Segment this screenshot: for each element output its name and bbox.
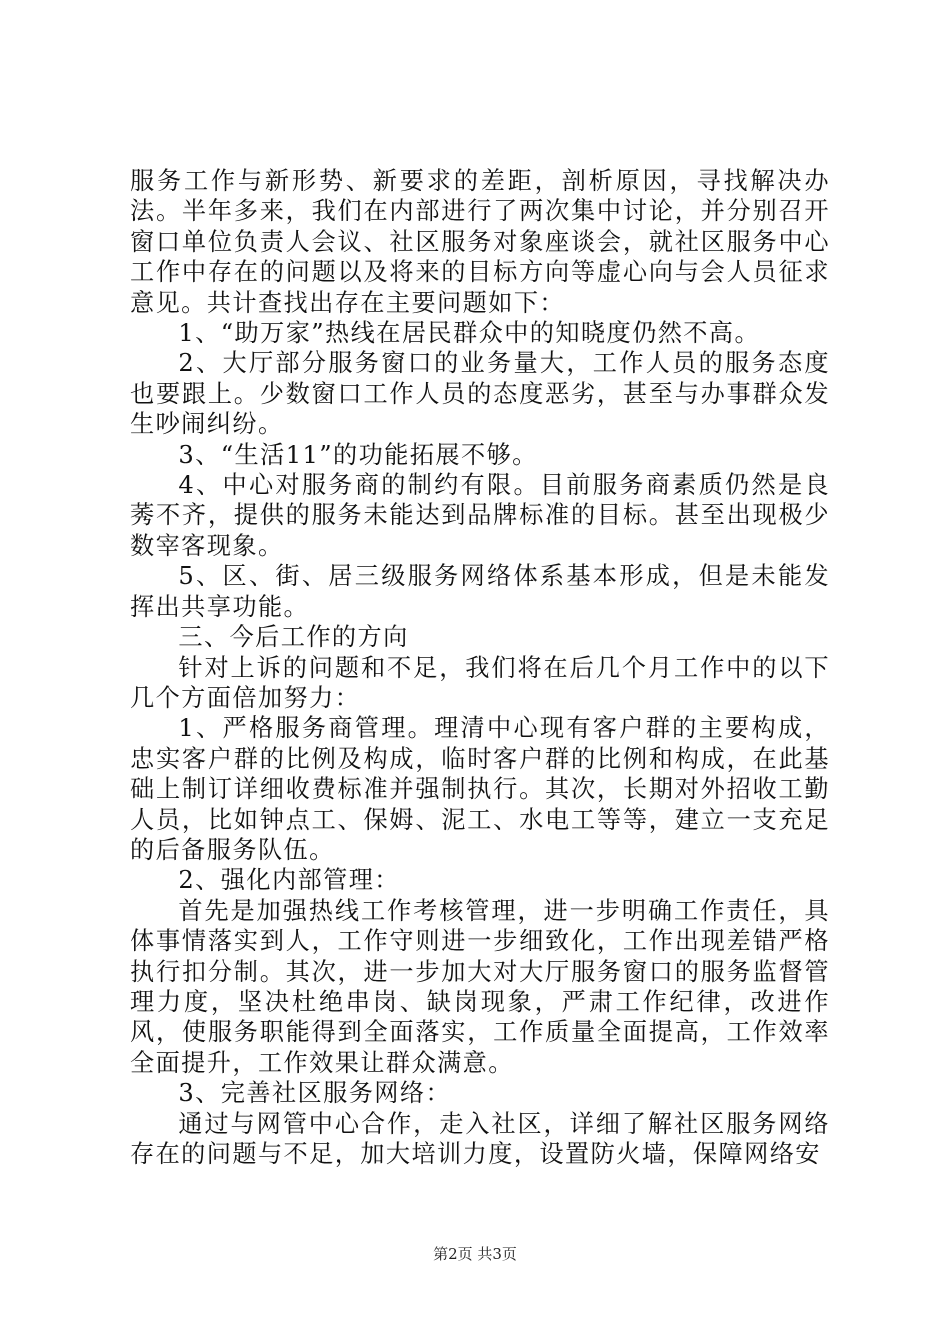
page-footer [0,1244,950,1264]
paragraph-issue-4: 4、中心对服务商的制约有限。目前服务商素质仍然是良莠不齐，提供的服务未能达到品牌标准的目标。甚至出现极少数宰客现象。 [130,471,830,560]
subheading-service-network: 3、完善社区服务网络： [178,1079,452,1108]
document-body [130,166,830,1169]
paragraph-continuation: 服务工作与新形势、新要求的差距，剖析原因，寻找解决办法。半年多来，我们在内部进行了两次集中讨论，并分别召开窗口单位负责人会议、社区服务对象座谈会，就社区服务中心工作中存在的问题以及将来的目标方向等虚心向与会人员征求意见。共计查找出存在主要问题如下： [130,167,830,317]
paragraph-issue-5: 5、区、街、居三级服务网络体系基本形成，但是未能发挥出共享功能。 [130,562,830,621]
paragraph-intro-efforts: 针对上诉的问题和不足，我们将在后几个月工作中的以下几个方面倍加努力： [130,653,830,712]
paragraph-issue-3: 3、“生活11”的功能拓展不够。 [178,440,538,469]
paragraph-issue-1: 1、“助万家”热线在居民群众中的知晓度仍然不高。 [178,319,761,348]
section-heading-future-direction: 三、今后工作的方向 [178,623,409,652]
paragraph-effort-1: 1、严格服务商管理。理清中心现有客户群的主要构成，忠实客户群的比例及构成，临时客户群的比例和构成，在此基础上制订详细收费标准并强制执行。其次，长期对外招收工勤人员，比如钟点工、保姆、泥工、水电工等等，建立一支充足的后备服务队伍。 [130,714,830,864]
paragraph-issue-2: 2、大厅部分服务窗口的业务量大，工作人员的服务态度也要跟上。少数窗口工作人员的态度恶劣，甚至与办事群众发生吵闹纠纷。 [130,349,830,439]
paragraph-internal-management: 首先是加强热线工作考核管理，进一步明确工作责任，具体事情落实到人，工作守则进一步细致化，工作出现差错严格执行扣分制。其次，进一步加大对大厅服务窗口的服务监督管理力度，坚决杜绝串岗、缺岗现象，严肃工作纪律，改进作风，使服务职能得到全面落实，工作质量全面提高，工作效率全面提升，工作效果让群众满意。 [130,896,830,1077]
paragraph-service-network: 通过与网管中心合作，走入社区，详细了解社区服务网络存在的问题与不足，加大培训力度，设置防火墙，保障网络安 [130,1109,830,1168]
page-number-label: 第2页 共3页 [433,1245,517,1263]
subheading-internal-management: 2、强化内部管理： [178,866,400,895]
